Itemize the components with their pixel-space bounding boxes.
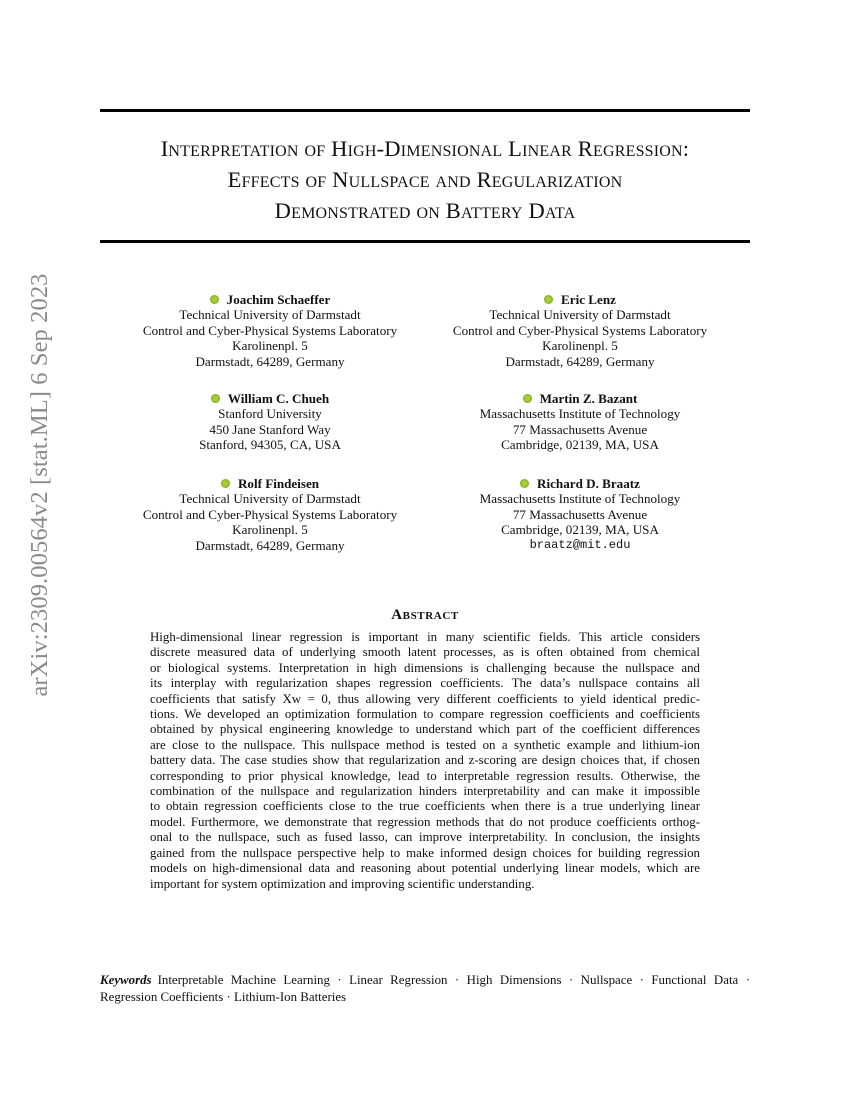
- author-name: Rolf Findeisen: [237, 476, 320, 491]
- author-email-link[interactable]: braatz@mit.edu: [529, 537, 631, 552]
- affiliation-line: Cambridge, 02139, MA, USA: [501, 522, 659, 538]
- author-block-findeisen: [120, 476, 420, 553]
- keywords-section: [100, 972, 750, 1005]
- abstract-line: obtained by physical engineering knowledge to understand which part of the coefficient differences: [150, 722, 700, 737]
- affiliation-line: 77 Massachusetts Avenue: [512, 421, 648, 437]
- abstract-heading: Abstract: [391, 607, 459, 623]
- author-block-bazant: [430, 391, 730, 453]
- abstract-body: [150, 630, 700, 892]
- abstract-line: model. Furthermore, we demonstrate that regression methods that do not produce coefficients orthog-: [150, 814, 700, 829]
- author-name: Richard D. Braatz: [537, 476, 640, 491]
- abstract-line: are close to the nullspace. This nullspace method is tested on a synthetic example and lithium-ion: [150, 737, 700, 752]
- affiliation-line: Massachusetts Institute of Technology: [479, 491, 681, 507]
- orcid-icon[interactable]: [211, 394, 220, 403]
- author-block-chueh: [120, 391, 420, 453]
- abstract-line: models on high-dimensional data and reasoning about potential underlying linear models, which are: [150, 861, 700, 876]
- abstract-line: tions. We developed an optimization formulation to compare regression coefficients and coefficients: [150, 707, 700, 722]
- paper-title: [100, 133, 750, 226]
- abstract-line: combination of the nullspace and regularization hinders interpretability and can make it impossible: [150, 784, 700, 799]
- abstract-line: corresponding to prior physical knowledge, lead to interpretable regression results. Otherwise, the: [150, 768, 700, 783]
- title-bottom-rule: [100, 240, 750, 243]
- affiliation-line: Stanford, 94305, CA, USA: [199, 437, 341, 453]
- abstract-line: important for system optimization and improving scientific understanding.: [150, 876, 535, 891]
- keywords-label: Keywords: [100, 973, 152, 987]
- affiliation-line: Control and Cyber-Physical Systems Laboratory: [142, 506, 398, 522]
- affiliation-line: Darmstadt, 64289, Germany: [505, 353, 655, 369]
- affiliation-line: Control and Cyber-Physical Systems Laboratory: [142, 322, 398, 338]
- affiliation-line: Massachusetts Institute of Technology: [479, 406, 681, 422]
- abstract-line: battery data. The case studies show that regularization and z-scoring are design choices that, if chosen: [150, 753, 700, 768]
- author-name: Martin Z. Bazant: [539, 391, 638, 406]
- affiliation-line: Karolinenpl. 5: [232, 522, 308, 538]
- author-block-schaeffer: [120, 292, 420, 369]
- affiliation-line: Karolinenpl. 5: [232, 338, 308, 354]
- abstract-line: onal to the nullspace, such as fused lasso, can improve interpretability. In conclusion, the insights: [150, 830, 700, 845]
- affiliation-line: Karolinenpl. 5: [542, 338, 618, 354]
- affiliation-line: Darmstadt, 64289, Germany: [195, 353, 345, 369]
- arxiv-identifier-stamp: arXiv:2309.00564v2 [stat.ML] 6 Sep 2023: [26, 273, 53, 697]
- abstract-line: gained from the nullspace perspective help to make informed design choices for building regression: [150, 845, 700, 860]
- affiliation-line: Control and Cyber-Physical Systems Laboratory: [452, 322, 708, 338]
- author-block-braatz: [430, 476, 730, 553]
- title-line: Effects of Nullspace and Regularization: [227, 167, 623, 192]
- title-top-rule: [100, 109, 750, 112]
- abstract-line: or biological systems. Interpretation in high dimensions is challenging because the nullspace and: [150, 660, 700, 675]
- affiliation-line: Technical University of Darmstadt: [179, 491, 361, 507]
- affiliation-line: 77 Massachusetts Avenue: [512, 506, 648, 522]
- affiliation-line: Cambridge, 02139, MA, USA: [501, 437, 659, 453]
- abstract-line: discrete measured data of underlying smooth latent processes, as is often obtained from chemical: [150, 645, 700, 660]
- affiliation-line: 450 Jane Stanford Way: [209, 421, 331, 437]
- affiliation-line: Stanford University: [218, 406, 322, 422]
- affiliation-line: Technical University of Darmstadt: [489, 307, 671, 323]
- abstract-line: coefficients that satisfy Xw = 0, thus allowing very different coefficients to yield identical predic-: [150, 691, 700, 706]
- affiliation-line: Technical University of Darmstadt: [179, 307, 361, 323]
- abstract-line: its interplay with regularization shapes regression coefficients. The data’s nullspace contains all: [150, 676, 700, 691]
- title-line: Interpretation of High-Dimensional Linear Regression:: [160, 136, 690, 161]
- orcid-icon[interactable]: [523, 394, 532, 403]
- orcid-icon[interactable]: [221, 479, 230, 488]
- title-line: Demonstrated on Battery Data: [274, 198, 576, 223]
- author-name: Joachim Schaeffer: [226, 292, 331, 307]
- orcid-icon[interactable]: [544, 295, 553, 304]
- keywords-line: Interpretable Machine Learning · Linear Regression · High Dimensions · Nullspace · Functional Data ·: [157, 973, 750, 987]
- orcid-icon[interactable]: [210, 295, 219, 304]
- author-block-lenz: [430, 292, 730, 369]
- abstract-line: to obtain regression coefficients close to the true coefficients when there is a true underlying linear: [150, 799, 700, 814]
- orcid-icon[interactable]: [520, 479, 529, 488]
- author-name: Eric Lenz: [561, 292, 616, 307]
- author-name: William C. Chueh: [227, 391, 330, 406]
- affiliation-line: Darmstadt, 64289, Germany: [195, 537, 345, 553]
- abstract-line: High-dimensional linear regression is important in many scientific fields. This article considers: [150, 630, 700, 644]
- keywords-line: Regression Coefficients · Lithium-Ion Batteries: [100, 989, 347, 1004]
